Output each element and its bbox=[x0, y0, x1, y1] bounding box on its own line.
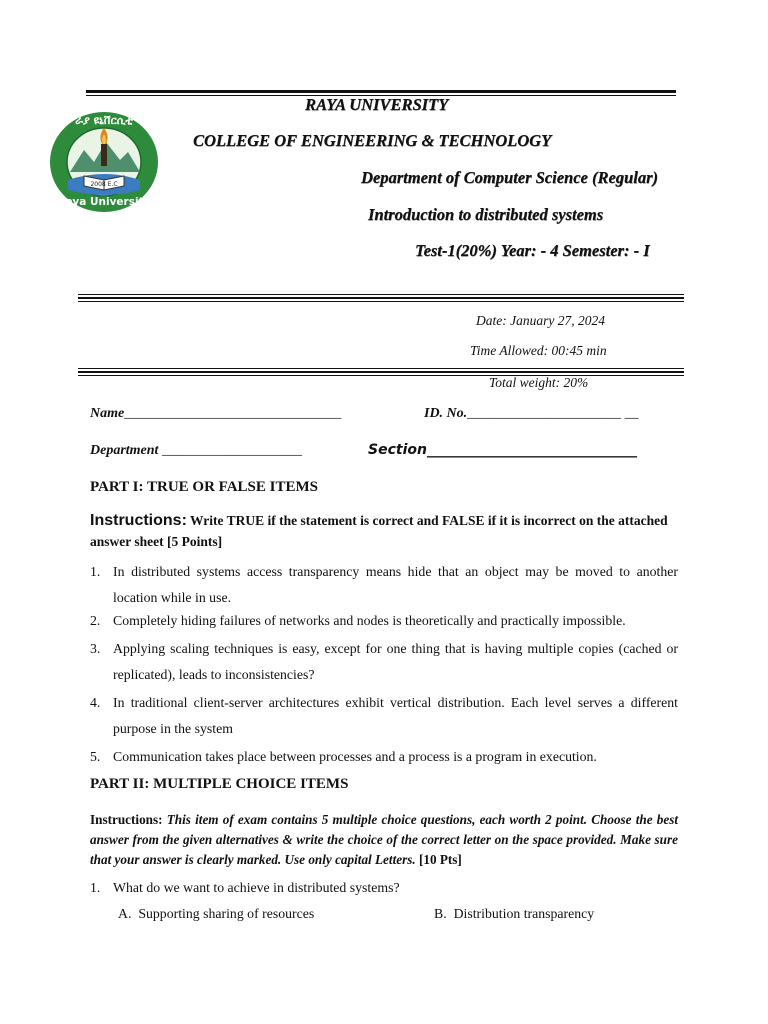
mc-question-text: What do we want to achieve in distributed systems? bbox=[113, 880, 400, 895]
university-name: RAYA UNIVERSITY bbox=[305, 95, 449, 114]
mc-option-a bbox=[118, 906, 314, 922]
id-line: ______________________ __ bbox=[467, 406, 639, 421]
department-name: Department of Computer Science (Regular) bbox=[361, 168, 658, 187]
tf-item-number: 5. bbox=[90, 749, 101, 764]
department-label: Department bbox=[90, 443, 159, 458]
part2-instructions-text: This item of exam contains 5 multiple choice questions, each worth 2 point. Choose the best answer from the given alternatives & write the choice of the correct letter on the space provided. Make sure that your answer is clearly marked. Use only capital Letters. bbox=[90, 812, 678, 867]
logo-top-text: ራያ ዩኒቨርሲቲ bbox=[75, 114, 133, 127]
tf-item-text: Applying scaling techniques is easy, except for one thing that is having multiple copies (cached or replicated), leads to inconsistencies? bbox=[113, 641, 678, 682]
section-line: ______________________________ bbox=[426, 442, 637, 458]
divider-1a bbox=[78, 294, 684, 295]
tf-item-1 bbox=[90, 559, 678, 610]
section-label: Section bbox=[368, 442, 427, 458]
section-field[interactable] bbox=[368, 442, 637, 458]
mc-question-number: 1. bbox=[90, 880, 101, 895]
tf-item-number: 3. bbox=[90, 641, 101, 656]
total-weight: Total weight: 20% bbox=[489, 375, 589, 390]
name-line: _______________________________ bbox=[124, 406, 342, 421]
test-info: Test-1(20%) Year: - 4 Semester: - I bbox=[415, 241, 650, 260]
header-top-rule bbox=[86, 90, 676, 93]
option-text: Supporting sharing of resources bbox=[138, 906, 315, 921]
department-line: ____________________ bbox=[161, 443, 302, 458]
part1-instructions bbox=[90, 510, 680, 552]
part2-instructions-label: Instructions: bbox=[90, 812, 163, 827]
name-label: Name bbox=[90, 406, 125, 421]
part2-title: PART II: MULTIPLE CHOICE ITEMS bbox=[90, 776, 349, 792]
mc-question-1 bbox=[90, 875, 678, 901]
tf-item-2 bbox=[90, 608, 678, 634]
option-text: Distribution transparency bbox=[453, 906, 595, 921]
divider-2c bbox=[78, 375, 684, 376]
part2-instructions-points: [10 Pts] bbox=[418, 852, 462, 867]
tf-item-text: Completely hiding failures of networks and nodes is theoretically and practically impossible. bbox=[113, 613, 626, 628]
tf-item-number: 4. bbox=[90, 695, 101, 710]
divider-2a bbox=[78, 368, 684, 369]
course-title: Introduction to distributed systems bbox=[368, 205, 604, 224]
tf-item-3 bbox=[90, 636, 678, 687]
college-name: COLLEGE OF ENGINEERING & TECHNOLOGY bbox=[193, 131, 552, 150]
id-field[interactable] bbox=[424, 406, 639, 422]
university-logo bbox=[48, 110, 160, 214]
name-field[interactable] bbox=[90, 406, 341, 422]
logo-bottom-text: Raya University bbox=[57, 196, 151, 208]
logo-center-text: 2008 E.C bbox=[90, 181, 118, 188]
tf-item-text: In distributed systems access transparency means hide that an object may be moved to another location while in use. bbox=[113, 564, 678, 605]
option-letter: A. bbox=[118, 906, 132, 921]
part2-instructions bbox=[90, 810, 678, 870]
divider-1b bbox=[78, 297, 684, 299]
time-allowed: Time Allowed: 00:45 min bbox=[470, 343, 607, 358]
mc-option-b bbox=[434, 906, 594, 922]
tf-item-text: In traditional client-server architectures exhibit vertical distribution. Each level serves a different purpose in the system bbox=[113, 695, 678, 736]
divider-2b bbox=[78, 371, 684, 373]
part1-instructions-text: Write TRUE if the statement is correct and FALSE if it is incorrect on the attached answer sheet [5 Points] bbox=[90, 513, 668, 549]
divider-1c bbox=[78, 301, 684, 302]
tf-item-4 bbox=[90, 690, 678, 741]
exam-date: Date: January 27, 2024 bbox=[476, 313, 605, 328]
option-letter: B. bbox=[434, 906, 447, 921]
tf-item-number: 2. bbox=[90, 613, 101, 628]
tf-item-number: 1. bbox=[90, 564, 101, 579]
part1-instructions-label: Instructions: bbox=[90, 512, 187, 529]
id-label: ID. No. bbox=[424, 406, 468, 421]
department-field[interactable] bbox=[90, 443, 302, 459]
part1-title: PART I: TRUE OR FALSE ITEMS bbox=[90, 479, 318, 495]
tf-item-5 bbox=[90, 744, 678, 770]
tf-item-text: Communication takes place between processes and a process is a program in execution. bbox=[113, 749, 597, 764]
